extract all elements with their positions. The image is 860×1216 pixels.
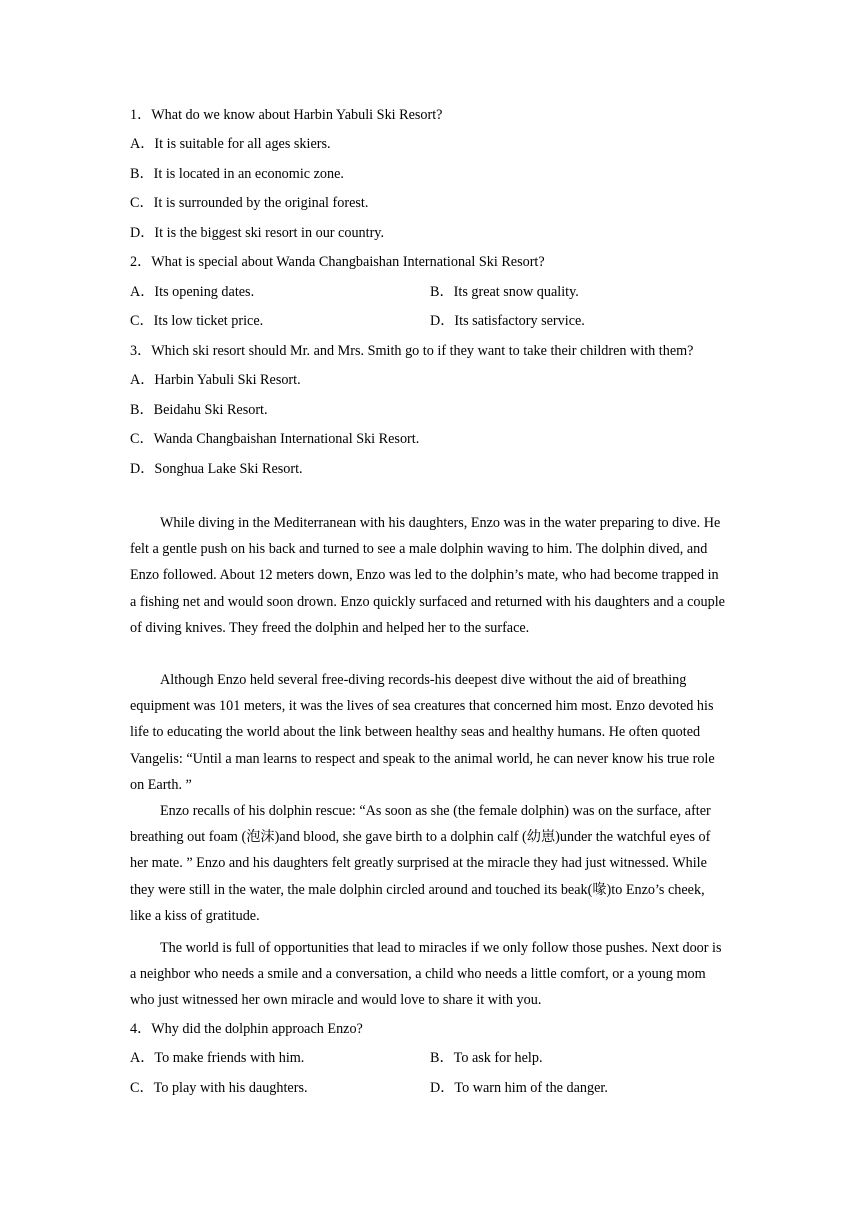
question-3-option-b: B．Beidahu Ski Resort. xyxy=(130,402,268,418)
question-2-option-c: C．Its low ticket price. xyxy=(130,313,264,329)
question-2-option-a: A．Its opening dates. xyxy=(130,284,255,300)
question-4-option-b: B．To ask for help. xyxy=(430,1050,543,1066)
question-1-stem: 1．What do we know about Harbin Yabuli Ski Resort? xyxy=(130,107,443,123)
question-4-stem: 4．Why did the dolphin approach Enzo? xyxy=(130,1021,363,1037)
question-3-option-a: A．Harbin Yabuli Ski Resort. xyxy=(130,372,301,388)
passage-paragraph-2: Although Enzo held several free-diving records-his deepest dive without the aid of breathing equipment was 101 meters, it was the lives of sea creatures that concerned him most. Enzo devoted his life to educating the world about the link between healthy seas and healthy humans. He often quoted Vangelis: “Until a man learns to respect and speak to the animal world, he can never know his true role on Earth. ” xyxy=(130,672,715,793)
question-3-option-c: C．Wanda Changbaishan International Ski Resort. xyxy=(130,431,420,447)
passage-paragraph-3: Enzo recalls of his dolphin rescue: “As soon as she (the female dolphin) was on the surface, after breathing out foam (泡沫)and blood, she gave birth to a dolphin calf (幼崽)under the watchful eyes of her mate. ” Enzo and his daughters felt greatly surprised at the miracle they had just witnessed. While they were still in the water, the male dolphin circled around and touched its beak(喙)to Enzo’s cheek, like a kiss of gratitude. xyxy=(130,803,711,924)
question-1-option-a: A．It is suitable for all ages skiers. xyxy=(130,136,331,152)
question-1-option-c: C．It is surrounded by the original forest. xyxy=(130,195,369,211)
question-2-option-b: B．Its great snow quality. xyxy=(430,284,579,300)
question-3-option-d: D．Songhua Lake Ski Resort. xyxy=(130,461,303,477)
question-3-stem: 3．Which ski resort should Mr. and Mrs. Smith go to if they want to take their children with them? xyxy=(130,343,694,359)
question-1-option-d: D．It is the biggest ski resort in our country. xyxy=(130,225,385,241)
passage-paragraph-1: While diving in the Mediterranean with his daughters, Enzo was in the water preparing to dive. He felt a gentle push on his back and turned to see a male dolphin waving to him. The dolphin dived, and Enzo followed. About 12 meters down, Enzo was led to the dolphin’s mate, who had become trapped in a fishing net and would soon drown. Enzo quickly surfaced and returned with his daughters and a couple of diving knives. They freed the dolphin and helped her to the surface. xyxy=(130,515,725,636)
question-4-option-d: D．To warn him of the danger. xyxy=(430,1080,608,1096)
question-2-option-d: D．Its satisfactory service. xyxy=(430,313,585,329)
passage-paragraph-4: The world is full of opportunities that lead to miracles if we only follow those pushes. Next door is a neighbor who needs a smile and a conversation, a child who needs a little comfort, or a young mom who just witnessed her own miracle and would love to share it with you. xyxy=(130,940,722,1009)
question-2-stem: 2．What is special about Wanda Changbaishan International Ski Resort? xyxy=(130,254,545,270)
question-1-option-b: B．It is located in an economic zone. xyxy=(130,166,344,182)
question-4-option-c: C．To play with his daughters. xyxy=(130,1080,308,1096)
question-4-option-a: A．To make friends with him. xyxy=(130,1050,305,1066)
